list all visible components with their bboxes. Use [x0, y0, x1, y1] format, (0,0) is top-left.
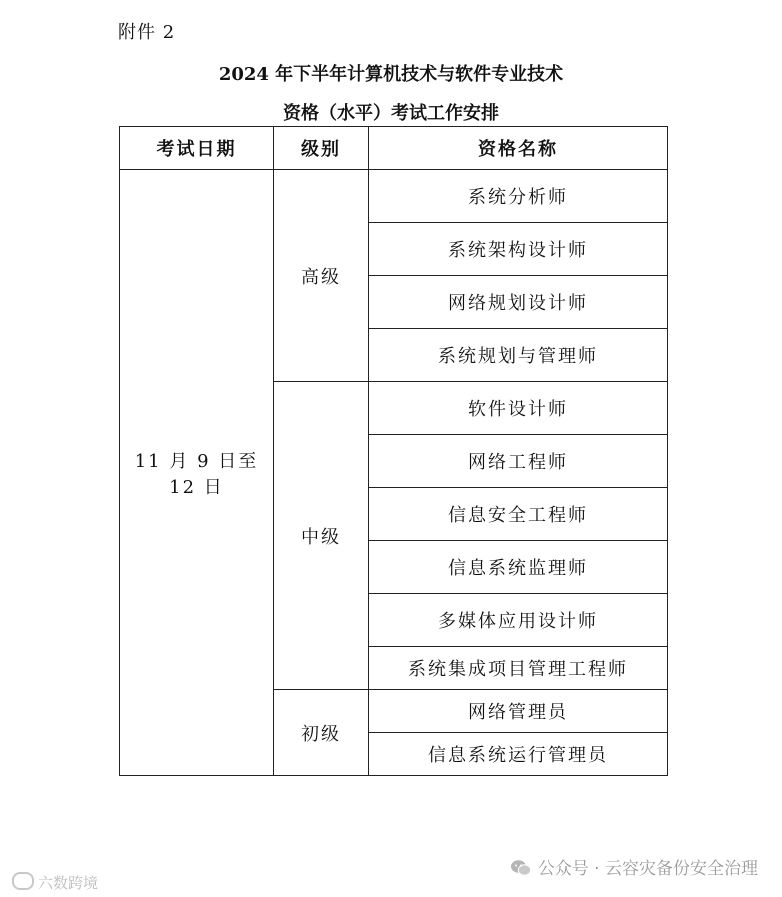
- qualification-cell: 网络规划设计师: [369, 276, 668, 329]
- qualification-cell: 信息安全工程师: [369, 488, 668, 541]
- header-qualification-name: 资格名称: [369, 127, 668, 170]
- brand-watermark: [12, 872, 98, 893]
- wechat-icon: [510, 859, 532, 877]
- qualification-cell: 系统规划与管理师: [369, 329, 668, 382]
- qualification-cell: 网络工程师: [369, 435, 668, 488]
- header-exam-date: 考试日期: [120, 127, 274, 170]
- document-title-line-1: 2024 年下半年计算机技术与软件专业技术: [218, 64, 564, 85]
- brand-text: 六数跨境: [38, 874, 99, 892]
- qualification-cell: 网络管理员: [369, 690, 668, 733]
- qualification-cell: 系统集成项目管理工程师: [369, 647, 668, 690]
- brand-logo-icon: [12, 872, 34, 890]
- wechat-account-text: 公众号 · 云容灾备份安全治理: [537, 859, 758, 879]
- document-title-line-2: 资格（水平）考试工作安排: [283, 103, 499, 124]
- qualification-cell: 信息系统监理师: [369, 541, 668, 594]
- qualification-cell: 系统架构设计师: [369, 223, 668, 276]
- qualification-cell: 软件设计师: [369, 382, 668, 435]
- qualification-cell: 系统分析师: [369, 170, 668, 223]
- level-cell-senior: 高级: [274, 170, 369, 382]
- attachment-label: 附件 2: [118, 22, 176, 43]
- qualification-cell: 多媒体应用设计师: [369, 594, 668, 647]
- exam-schedule-table: [119, 126, 668, 776]
- table-header-row: [120, 127, 668, 170]
- wechat-account-watermark: [510, 854, 758, 879]
- exam-date-cell: 11 月 9 日至 12 日: [120, 170, 274, 776]
- level-cell-intermediate: 中级: [274, 382, 369, 690]
- header-level: 级别: [274, 127, 369, 170]
- level-cell-junior: 初级: [274, 690, 369, 776]
- qualification-cell: 信息系统运行管理员: [369, 733, 668, 776]
- table-row: [120, 170, 668, 223]
